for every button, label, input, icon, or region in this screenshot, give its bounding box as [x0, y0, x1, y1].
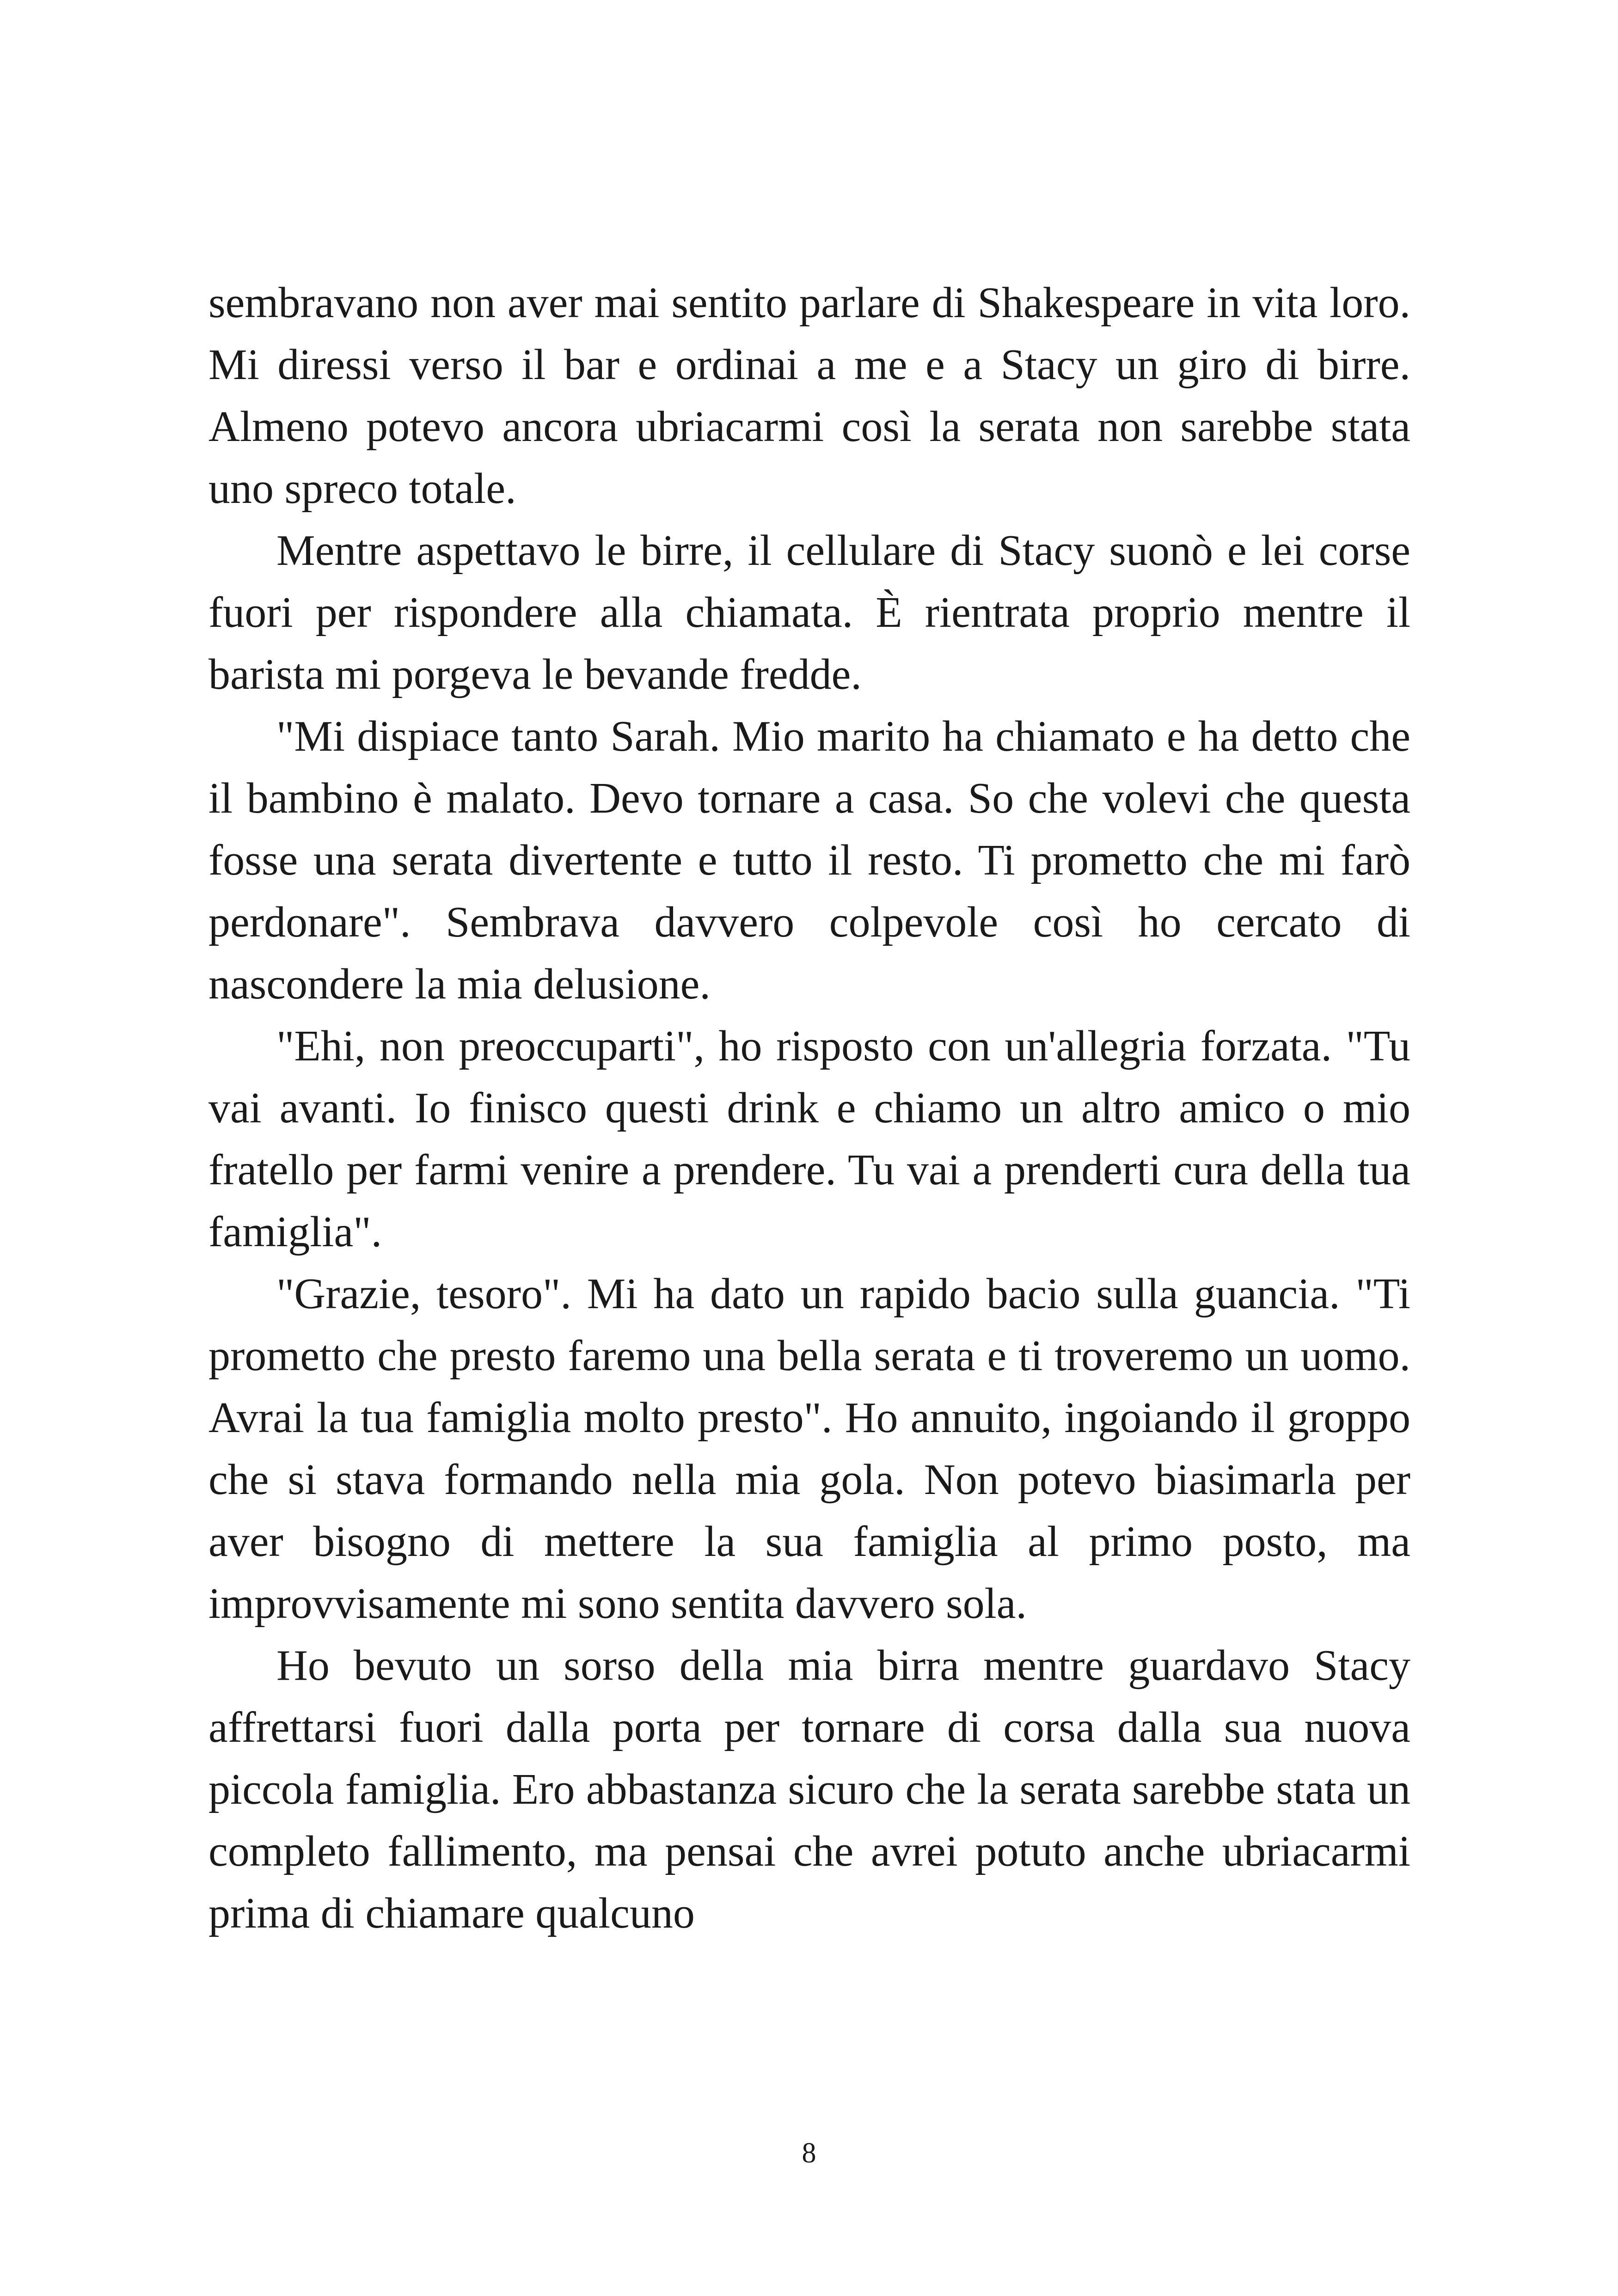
body-text [208, 272, 1410, 1944]
paragraph-continued: sembravano non aver mai sentito parlare di Shakespeare in vita loro. Mi diressi verso il bar e ordinai a me e a Stacy un giro di birre. Almeno potevo ancora ubriacarmi così la serata non sarebbe stata uno spreco totale. [208, 279, 1410, 513]
page-number: 8 [802, 2137, 816, 2169]
paragraph: "Mi dispiace tanto Sarah. Mio marito ha chiamato e ha detto che il bambino è malato. Devo tornare a casa. So che volevi che questa fosse una serata divertente e tutto il resto. Ti prometto che mi farò perdonare". Sembrava davvero colpevole così ho cercato di nascondere la mia delusione. [208, 712, 1410, 1008]
paragraph: Mentre aspettavo le birre, il cellulare di Stacy suonò e lei corse fuori per rispondere alla chiamata. È rientrata proprio mentre il barista mi porgeva le bevande fredde. [208, 527, 1410, 698]
paragraph: "Grazie, tesoro". Mi ha dato un rapido bacio sulla guancia. "Ti prometto che presto faremo una bella serata e ti troveremo un uomo. Avrai la tua famiglia molto presto". Ho annuito, ingoiando il groppo che si stava formando nella mia gola. Non potevo biasimarla per aver bisogno di mettere la sua famiglia al primo posto, ma improvvisamente mi sono sentita davvero sola. [208, 1270, 1410, 1628]
paragraph: "Ehi, non preoccuparti", ho risposto con un'allegria forzata. "Tu vai avanti. Io finisco questi drink e chiamo un altro amico o mio fratello per farmi venire a prendere. Tu vai a prenderti cura della tua famiglia". [208, 1022, 1410, 1256]
paragraph-last: Ho bevuto un sorso della mia birra mentre guardavo Stacy affrettarsi fuori dalla porta per tornare di corsa dalla sua nuova piccola famiglia. Ero abbastanza sicuro che la serata sarebbe stata un completo fallimento, ma pensai che avrei potuto anche ubriacarmi prima di chiamare qualcuno [208, 1641, 1410, 1937]
